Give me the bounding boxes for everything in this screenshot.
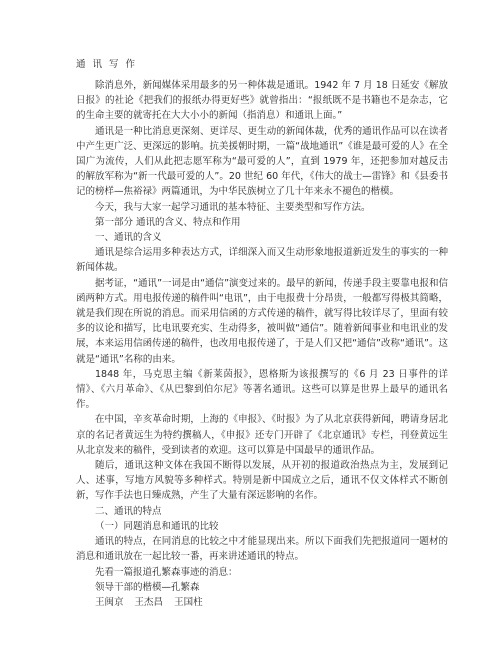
paragraph-example-intro: 先看一篇报道孔繁森事迹的消息： <box>95 566 238 578</box>
section2-heading: 二、通讯的特点 <box>95 505 162 517</box>
quote-title: 领导干部的楷模—孔繁森 <box>95 581 200 593</box>
paragraph-definition: 通讯是综合运用多种表达方式，详细深入而又生动形象地报道新近发生的事实的一种新闻体裁。 <box>76 247 448 274</box>
subsection1-heading: （一）同题消息和通讯的比较 <box>95 520 219 532</box>
paragraph-development: 随后，通讯这种文体在我国不断得以发展，从开初的报道政治热点为主，发展到记人、述事，写地方风貌等多种样式。特别是新中国成立之后，通讯不仅文体样式不断创新，写作手法也日臻成熟，产生了大量有深远影响的名作。 <box>76 460 448 502</box>
paragraph-china: 在中国，辛亥革命时期，上海的《申报》、《时报》为了从北京获得新闻，聘请身居北京的名记者黄远生为特约撰稿人，《申报》还专门开辟了《北京通讯》专栏，刊登黄远生从北京发来的稿件，受到读者的欢迎。这可以算是中国最早的通讯作品。 <box>76 414 448 456</box>
paragraph-intro: 除消息外，新闻媒体采用最多的另一种体裁是通讯。1942 年 7 月 18 日延安《解放日报》的社论《把我们的报纸办得更好些》就曾指出：“报纸既不是书籍也不是杂志，它的生命主要的就寄托在大大小小的新闻（指消息）和通讯上面。” <box>76 80 448 122</box>
paragraph-marx: 1848 年，马克思主编《新莱茵报》，恩格斯为该报撰写的《6 月 23 日事件的详情》、《六月革命》、《从巴黎到伯尔尼》等著名通讯。这些可以算是世界上最早的通讯名作。 <box>76 368 448 411</box>
paragraph-today: 今天，我与大家一起学习通讯的基本特征、主要类型和写作方法。 <box>95 201 371 213</box>
author-name: 王国柱 <box>174 596 203 608</box>
section1-heading: 一、通讯的含义 <box>95 232 162 244</box>
author-name: 王杰昌 <box>134 596 164 608</box>
paragraph-comparison: 通讯的特点，在同消息的比较之中才能显现出来。所以下面我们先把报道同一题材的消息和通讯放在一起比较一番，再来讲述通讯的特点。 <box>76 536 448 563</box>
part1-heading: 第一部分 通讯的含义、特点和作用 <box>95 216 241 228</box>
paragraph-origin: 据考证，“通讯”一词是由“通信”演变过来的。最早的新闻，传递手段主要靠电报和信函两种方式。用电报传递的稿件叫“电讯”，由于电报费十分昂贵，一般都写得极其简略，就是我们现在所说的消息。而采用信函的方式传递的稿件，就写得比较详尽了，里面有较多的议论和描写，比电讯要充实、生动得多，被叫做“通信”。随着新闻事业和电讯业的发展，本来运用信函传递的稿件，也改用电报传递了，于是人们又把“通信”改称“通讯”。这就是“通讯”名称的由来。 <box>76 277 448 365</box>
author-name: 王闽京 <box>95 596 124 608</box>
document-title: 通 讯 写 作 <box>76 59 138 70</box>
author-line <box>76 595 448 610</box>
paragraph-body: 通讯是一种比消息更深刻、更详尽、更生动的新闻体裁，优秀的通讯作品可以在读者中产生更广泛、更深远的影响。抗美援朝时期，一篇“战地通讯”《谁是最可爱的人》在全国广为流传，人们从此把志愿军称为“最可爱的人”，直到 1979 年，还把参加对越反击的解放军称为“新一代最可爱的人”。20 世纪 60 年代，《伟大的战士—雷锋》和《县委书记的榜样—焦裕禄》两篇通讯，为中华民族树立了几十年来永不褪色的楷模。 <box>76 125 448 198</box>
